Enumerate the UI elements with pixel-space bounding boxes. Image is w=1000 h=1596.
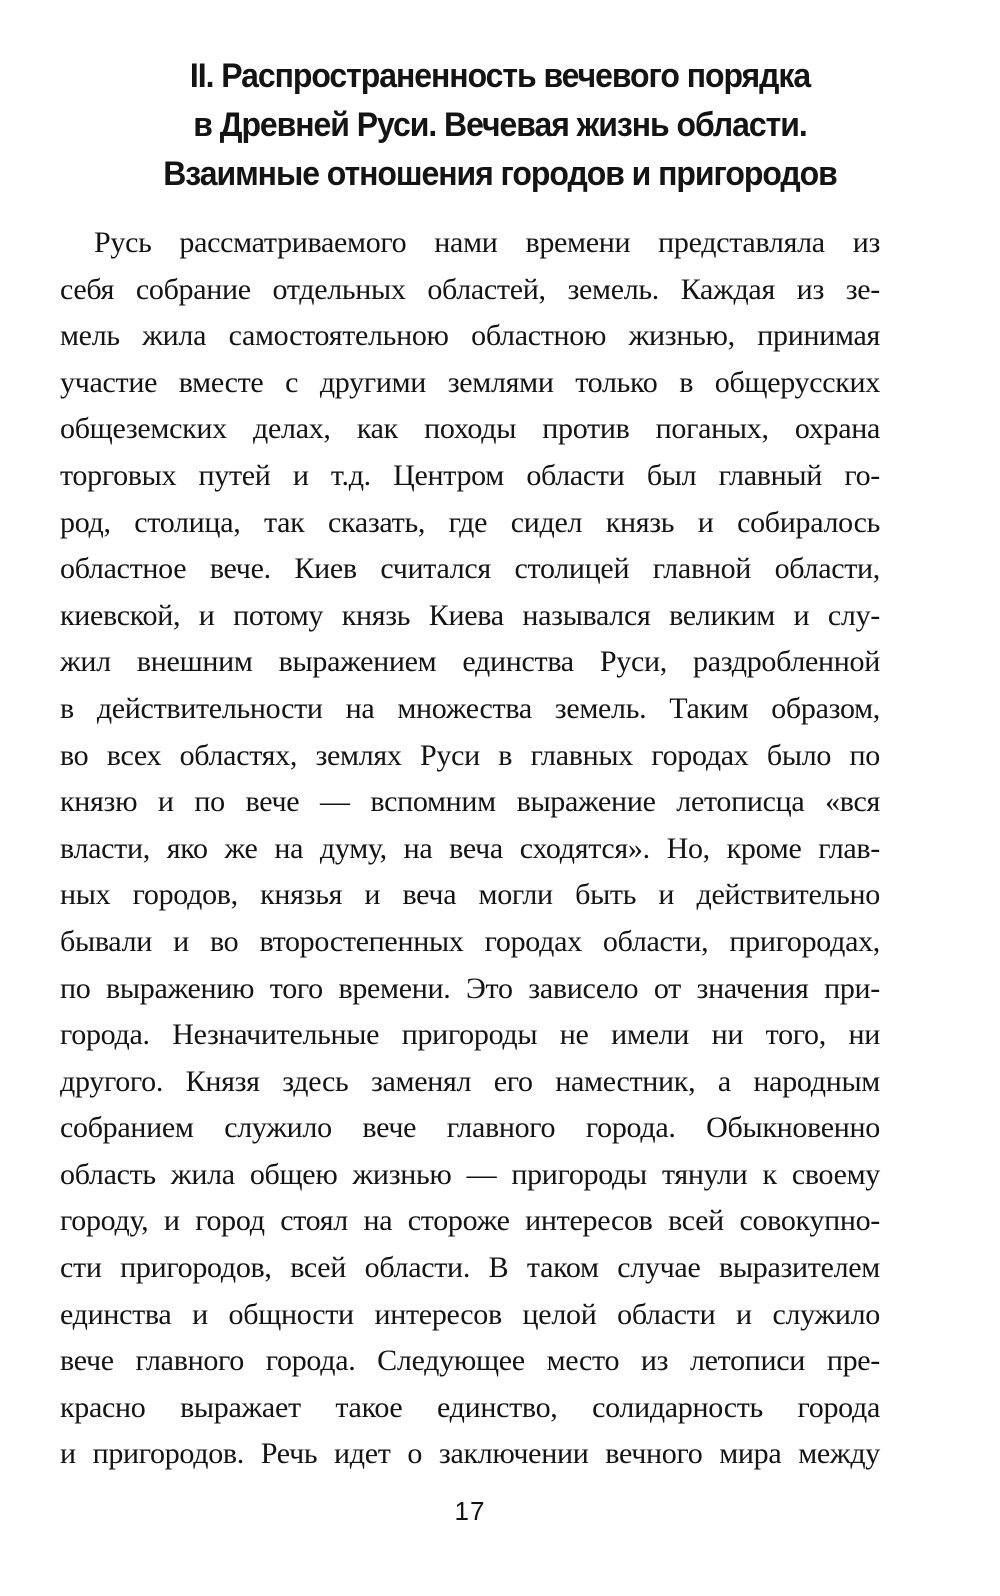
chapter-heading [115,52,886,199]
page-number: 17 [454,1496,486,1526]
text-line: во всех областях, землях Руси в главных городах было по [60,738,880,772]
text-line: мель жила самостоятельною областною жизнью, принимая [60,319,880,353]
text-line: общеземских делах, как походы против поганых, охрана [60,412,880,446]
text-line: жил внешним выражением единства Руси, раздробленной [60,645,880,679]
text-line: область жила общею жизнью — пригороды тянули к своему [60,1157,880,1191]
text-line: единства и общности интересов целой области и служило [60,1297,880,1331]
text-line: красно выражает такое единство, солидарность города [60,1390,880,1424]
heading-line: II. Распространенность вечевого порядка [189,57,811,95]
body-paragraph [60,220,880,1478]
text-line: князю и по вече — вспомним выражение летописца «вся [60,785,880,819]
text-line: ных городов, князья и веча могли быть и действительно [60,878,880,912]
text-line: областное вече. Киев считался столицей главной области, [60,552,880,586]
text-line: власти, яко же на думу, на веча сходятся». Но, кроме глав- [60,831,880,865]
text-line: себя собрание отдельных областей, земель. Каждая из зе- [60,272,880,306]
text-line: род, столица, так сказать, где сидел князь и собиралось [60,505,880,539]
text-line: другого. Князя здесь заменял его наместник, а народным [60,1064,880,1098]
text-line: киевской, и потому князь Киева назывался великим и слу- [60,598,880,632]
text-line: сти пригородов, всей области. В таком случае выразителем [60,1251,880,1285]
text-line: в действительности на множества земель. Таким образом, [60,691,880,725]
heading-line: Взаимные отношения городов и пригородов [163,155,837,193]
heading-line: в Древней Руси. Вечевая жизнь области. [193,106,807,144]
text-line: и пригородов. Речь идет о заключении вечного мира между [60,1437,880,1471]
text-line: собранием служило вече главного города. Обыкновенно [60,1111,880,1145]
text-line: вече главного города. Следующее место из летописи пре- [60,1344,880,1378]
text-line: Русь рассматриваемого нами времени представляла из [94,226,880,259]
text-line: торговых путей и т.д. Центром области был главный го- [60,458,880,492]
text-line: бывали и во второстепенных городах области, пригородах, [60,924,880,958]
text-line: города. Незначительные пригороды не имели ни того, ни [60,1018,880,1052]
text-line: участие вместе с другими землями только в общерусских [60,365,880,399]
text-line: городу, и город стоял на стороже интересов всей совокупно- [60,1204,880,1238]
text-line: по выражению того времени. Это зависело от значения при- [60,971,880,1005]
